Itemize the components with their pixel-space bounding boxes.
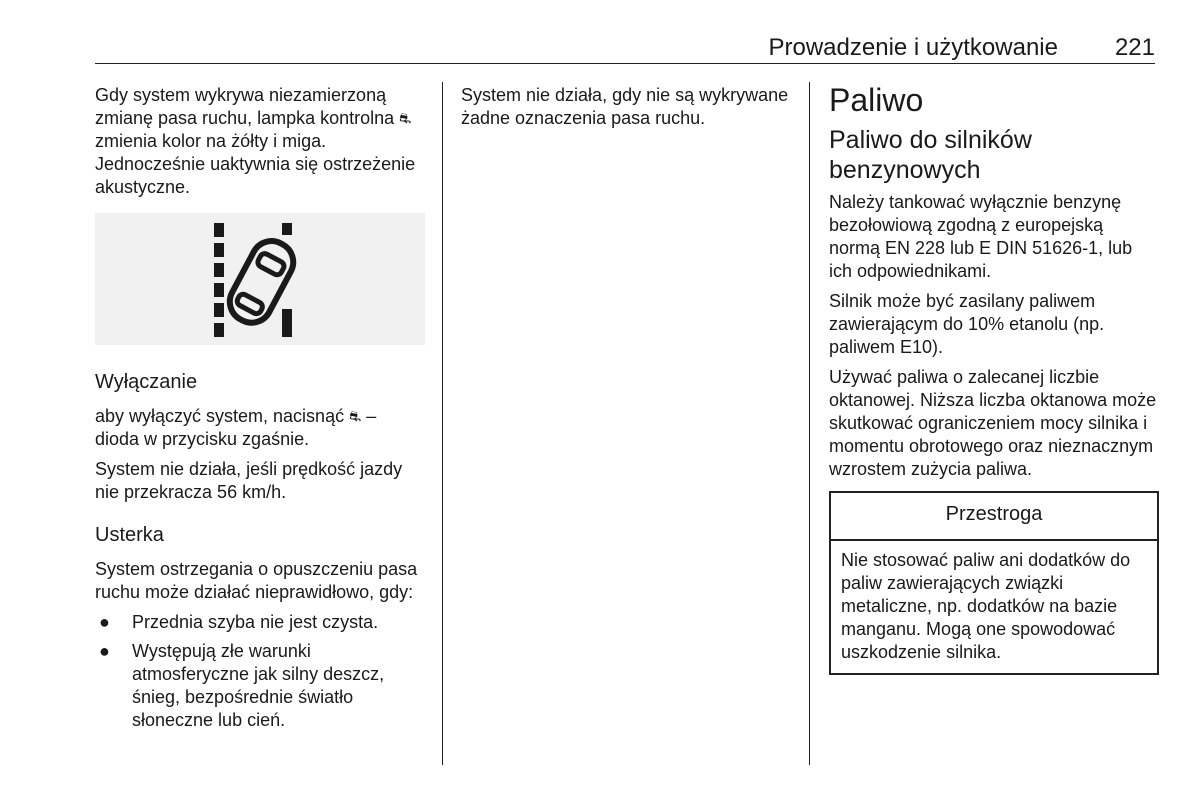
column-divider: [442, 82, 443, 765]
list-item: ● Przednia szyba nie jest czysta.: [99, 612, 379, 632]
off-paragraph: aby wyłączyć system, nacisnąć ⛐ – dioda w przycisku zgaśnie.: [95, 406, 377, 449]
caution-heading: Przestroga: [831, 493, 1157, 541]
column-middle: [461, 84, 791, 137]
caution-box: [829, 491, 1159, 675]
column-right: [829, 84, 1159, 675]
fuel-paragraph-3: Używać paliwa o zalecanej liczbie oktanowej. Niższa liczba oktanowa może skutkować ograniczeniem mocy silnika i momentu obrotowego oraz nieznacznym wzrostem zużycia paliwa.: [829, 367, 1157, 479]
page-number: 221: [1114, 34, 1155, 61]
fault-paragraph: System ostrzegania o opuszczeniu pasa ruchu może działać nieprawidłowo, gdy:: [95, 559, 418, 602]
lane-departure-icon: ⛐: [399, 110, 412, 126]
running-header-title: Prowadzenie i użytkowanie: [768, 34, 1058, 61]
intro-paragraph: Gdy system wykrywa niezamierzoną zmianę pasa ruchu, lampka kontrolna ⛐ zmienia kolor na żółty i miga. Jednocześnie uaktywnia się ostrzeżenie akustyczne.: [95, 85, 416, 197]
subsection-title: Paliwo do silników benzynowych: [829, 126, 1032, 184]
bullet-icon: ●: [99, 612, 110, 632]
fuel-paragraph-2: Silnik może być zasilany paliwem zawierającym do 10% etanolu (np. paliwem E10).: [829, 291, 1105, 357]
no-markings-paragraph: System nie działa, gdy nie są wykrywane żadne oznaczenia pasa ruchu.: [461, 85, 789, 128]
caution-text: Nie stosować paliw ani dodatków do paliw zawierających związki metaliczne, np. dodatków na bazie manganu. Mogą one spowodować uszkodzenie silnika.: [841, 550, 1131, 662]
column-left: [95, 84, 425, 738]
fuel-paragraph-1: Należy tankować wyłącznie benzynę bezołowiową zgodną z europejską normą EN 228 lub E DIN 51626-1, lub ich odpowiednikami.: [829, 192, 1133, 281]
bullet-icon: ●: [99, 641, 110, 661]
lane-departure-illustration: [95, 213, 425, 345]
section-title: Paliwo: [829, 82, 924, 118]
header-rule: [95, 63, 1155, 64]
section-heading-off: Wyłączanie: [95, 371, 198, 393]
lane-departure-icon: ⛐: [349, 408, 362, 424]
list-item: ● Występują złe warunki atmosferyczne jak silny deszcz, śnieg, bezpośrednie światło słoneczne lub cień.: [99, 641, 385, 730]
section-heading-fault: Usterka: [95, 524, 164, 546]
column-divider: [809, 82, 810, 765]
speed-paragraph: System nie działa, jeśli prędkość jazdy nie przekracza 56 km/h.: [95, 459, 403, 502]
fault-list: [95, 611, 425, 732]
lane-departure-car-icon: [207, 221, 317, 337]
